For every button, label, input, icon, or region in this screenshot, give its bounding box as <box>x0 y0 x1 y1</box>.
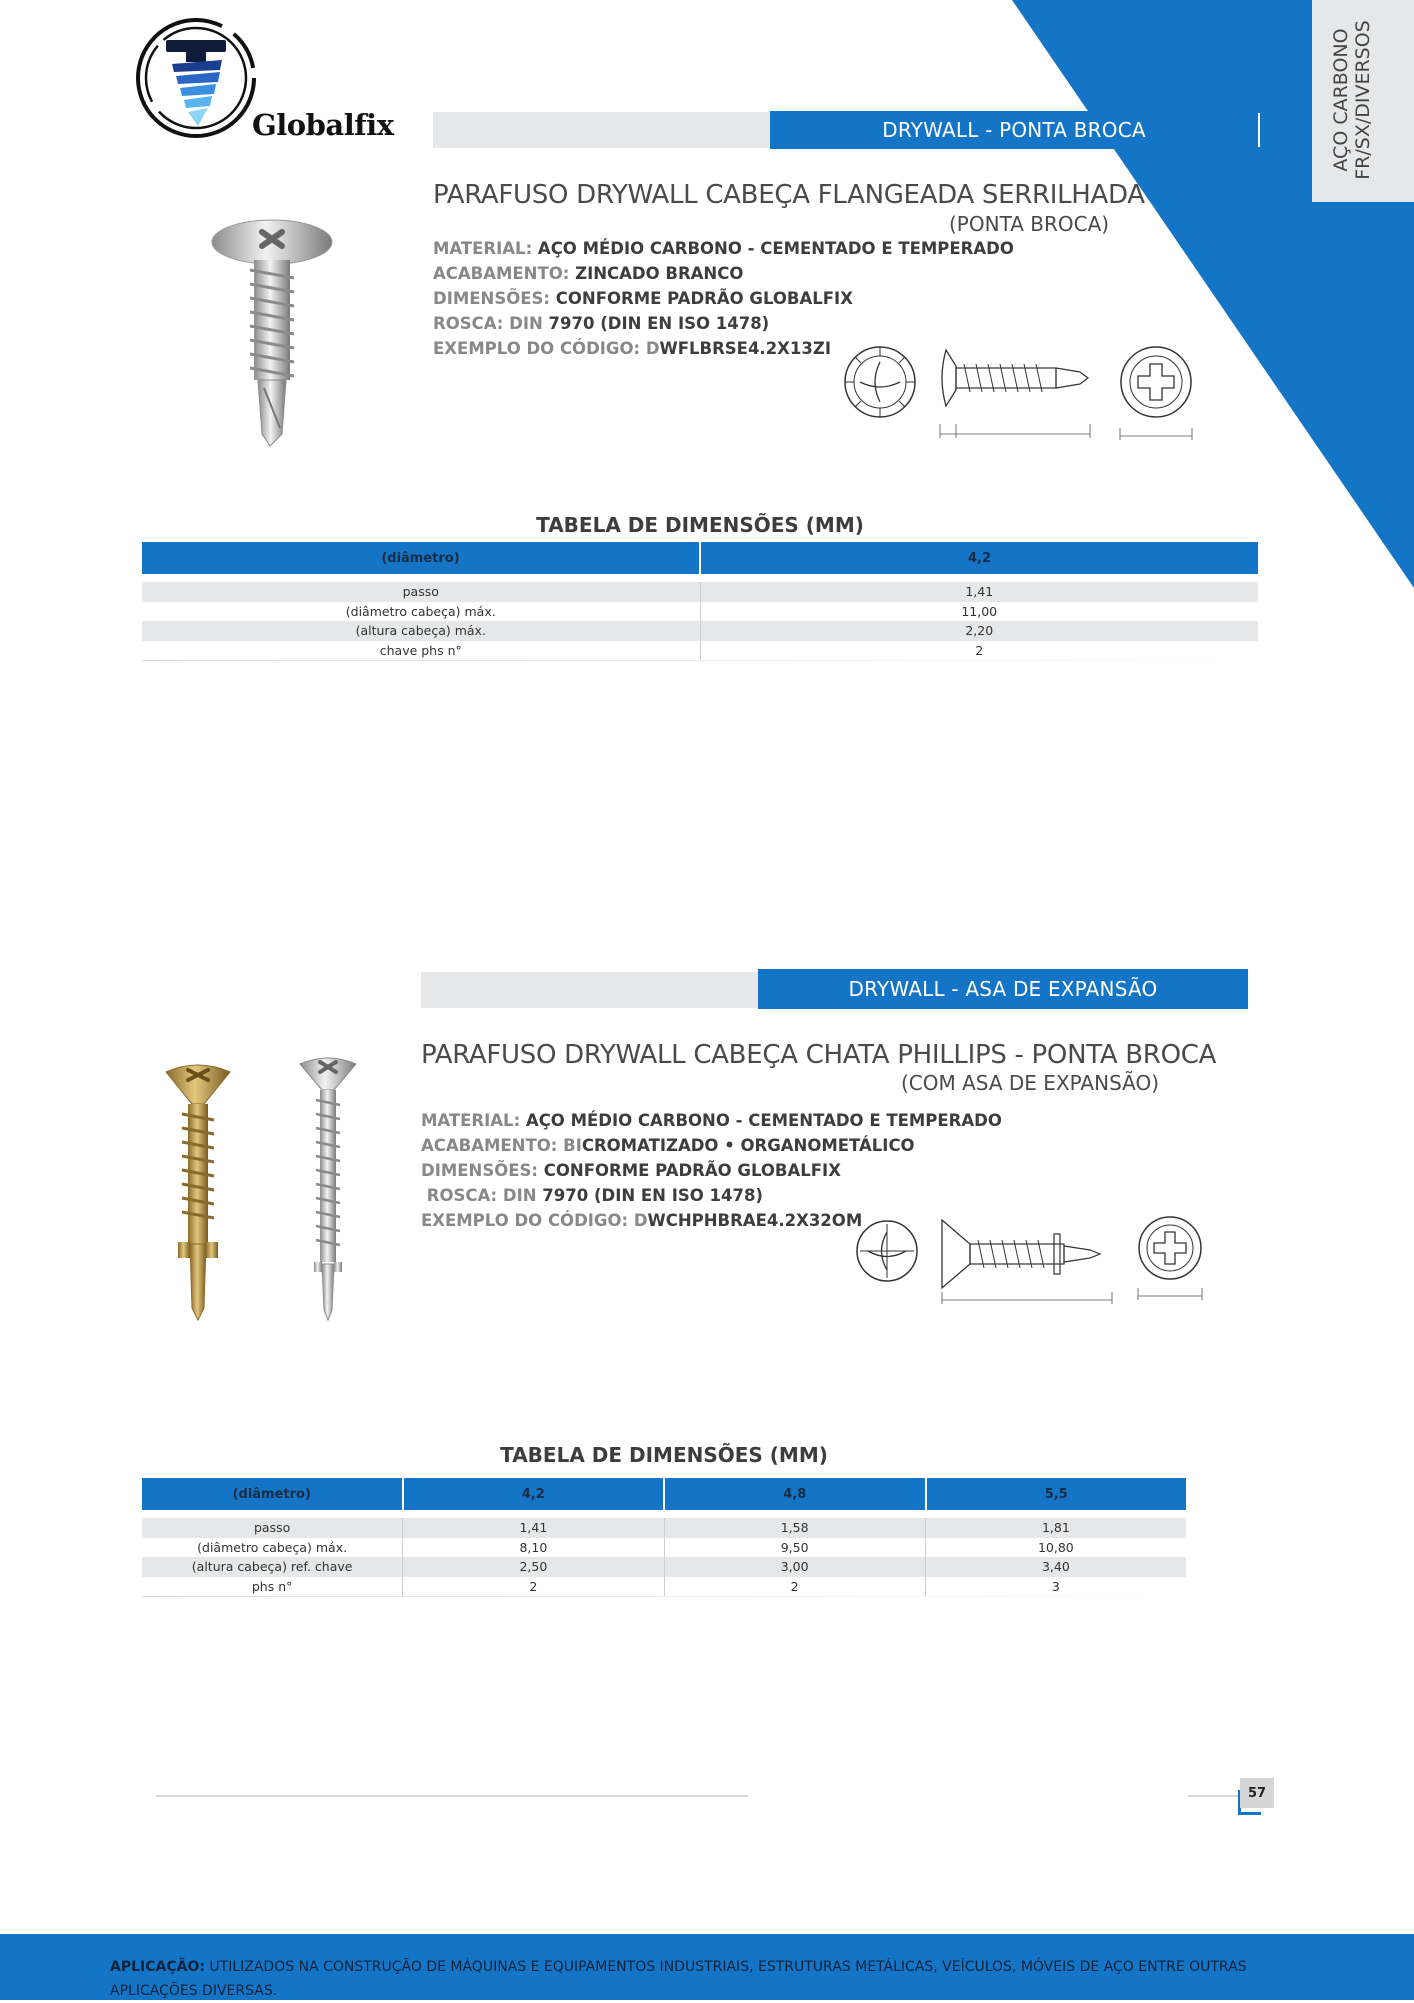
product1-specs <box>433 236 1014 361</box>
spec-finish: ACABAMENTO: BICROMATIZADO • ORGANOMETÁLICO <box>421 1136 915 1155</box>
phillips-head-top-view-icon <box>1134 1212 1206 1304</box>
application-text: UTILIZADOS NA CONSTRUÇÃO DE MÁQUINAS E EQUIPAMENTOS INDUSTRIAIS, ESTRUTURAS METÁLICAS, VEÍCULOS, MÓVEIS DE AÇO ENTRE OUTRAS APLICAÇÕES DIVERSAS. <box>110 1959 1247 1999</box>
table-row: (altura cabeça) máx. 2,20 <box>142 621 1258 641</box>
globalfix-logo-icon <box>132 14 260 142</box>
product1-category-bar <box>770 111 1258 149</box>
spec-dimensions: DIMENSÕES: CONFORME PADRÃO GLOBALFIX <box>421 1161 841 1180</box>
header-cell: (diâmetro) <box>381 550 460 566</box>
table-row: phs n° 2 2 3 <box>142 1577 1186 1597</box>
category-bar-gray <box>433 112 771 148</box>
product1-table-title: TABELA DE DIMENSÕES (MM) <box>536 513 864 537</box>
product2-dimensions-table <box>142 1478 1186 1597</box>
spec-thread: ROSCA: DIN 7970 (DIN EN ISO 1478) <box>421 1186 763 1205</box>
organometallic-screw-photo <box>296 1052 360 1328</box>
spec-finish: ACABAMENTO: ZINCADO BRANCO <box>433 264 744 283</box>
table-row: (diâmetro cabeça) máx. 11,00 <box>142 602 1258 622</box>
product2-category: DRYWALL - ASA DE EXPANSÃO <box>848 977 1158 1001</box>
product2-title: PARAFUSO DRYWALL CABEÇA CHATA PHILLIPS - PONTA BROCA <box>421 1040 1217 1070</box>
application-label: APLICAÇÃO: <box>110 1959 205 1975</box>
serrated-head-top-view-icon <box>842 344 918 420</box>
product1-title: PARAFUSO DRYWALL CABEÇA FLANGEADA SERRILHADA <box>433 180 1145 210</box>
header-cell: (diâmetro) <box>232 1486 311 1502</box>
table-bottom-rule <box>142 660 1258 661</box>
category-bar-end <box>1258 113 1260 147</box>
table-row: (altura cabeça) ref. chave 2,50 3,00 3,40 <box>142 1557 1186 1577</box>
category-bar-gray <box>421 972 759 1008</box>
table-row: passo 1,41 1,58 1,81 <box>142 1518 1186 1538</box>
table-row: (diâmetro cabeça) máx. 8,10 9,50 10,80 <box>142 1538 1186 1558</box>
spec-material: MATERIAL: AÇO MÉDIO CARBONO - CEMENTADO E TEMPERADO <box>421 1111 1002 1130</box>
side-tab-line1: AÇO CARBONO <box>1330 28 1352 172</box>
footer-rule-right <box>1188 1795 1240 1797</box>
table-row: chave phs n° 2 <box>142 641 1258 661</box>
product2-specs <box>421 1108 1002 1233</box>
header-cell: 4,2 <box>699 542 1258 574</box>
footer-rule-left <box>156 1795 748 1797</box>
phillips-head-top-view-icon <box>1116 344 1196 444</box>
header-cell: 5,5 <box>925 1478 1187 1510</box>
side-tab-line2: FR/SX/DIVERSOS <box>1352 20 1374 180</box>
spec-dimensions: DIMENSÕES: CONFORME PADRÃO GLOBALFIX <box>433 289 853 308</box>
bichromated-screw-photo <box>160 1058 236 1328</box>
spec-code-example: EXEMPLO DO CÓDIGO: DWCHPHBRAE4.2X32OM <box>421 1211 863 1230</box>
screw-side-view-drawing-icon <box>930 338 1102 442</box>
product2-category-bar <box>758 969 1248 1009</box>
page-number: 57 <box>1240 1778 1274 1808</box>
product1-subtitle: (PONTA BROCA) <box>949 212 1110 236</box>
product2-table-title: TABELA DE DIMENSÕES (MM) <box>500 1443 828 1467</box>
header-cell: 4,2 <box>402 1478 664 1510</box>
spec-code-example: EXEMPLO DO CÓDIGO: DWFLBRSE4.2X13ZI <box>433 339 831 358</box>
spec-thread: ROSCA: DIN 7970 (DIN EN ISO 1478) <box>433 314 770 333</box>
table-header <box>142 1478 1186 1510</box>
brand-name: Globalfix <box>252 108 394 142</box>
application-note <box>110 1955 1290 2003</box>
category-side-tab <box>1312 0 1414 202</box>
side-tab-label <box>1330 20 1374 180</box>
table-row: passo 1,41 <box>142 582 1258 602</box>
product2-subtitle: (COM ASA DE EXPANSÃO) <box>901 1071 1160 1095</box>
winged-screw-side-view-drawing-icon <box>934 1214 1118 1306</box>
table-header <box>142 542 1258 574</box>
table-bottom-rule <box>142 1596 1186 1597</box>
product1-category: DRYWALL - PONTA BROCA <box>882 118 1146 142</box>
flanged-screw-photo <box>200 212 340 452</box>
product1-dimensions-table <box>142 542 1258 661</box>
spec-material: MATERIAL: AÇO MÉDIO CARBONO - CEMENTADO E TEMPERADO <box>433 239 1014 258</box>
header-cell: 4,8 <box>663 1478 925 1510</box>
phillips-head-top-view-icon <box>854 1218 920 1284</box>
